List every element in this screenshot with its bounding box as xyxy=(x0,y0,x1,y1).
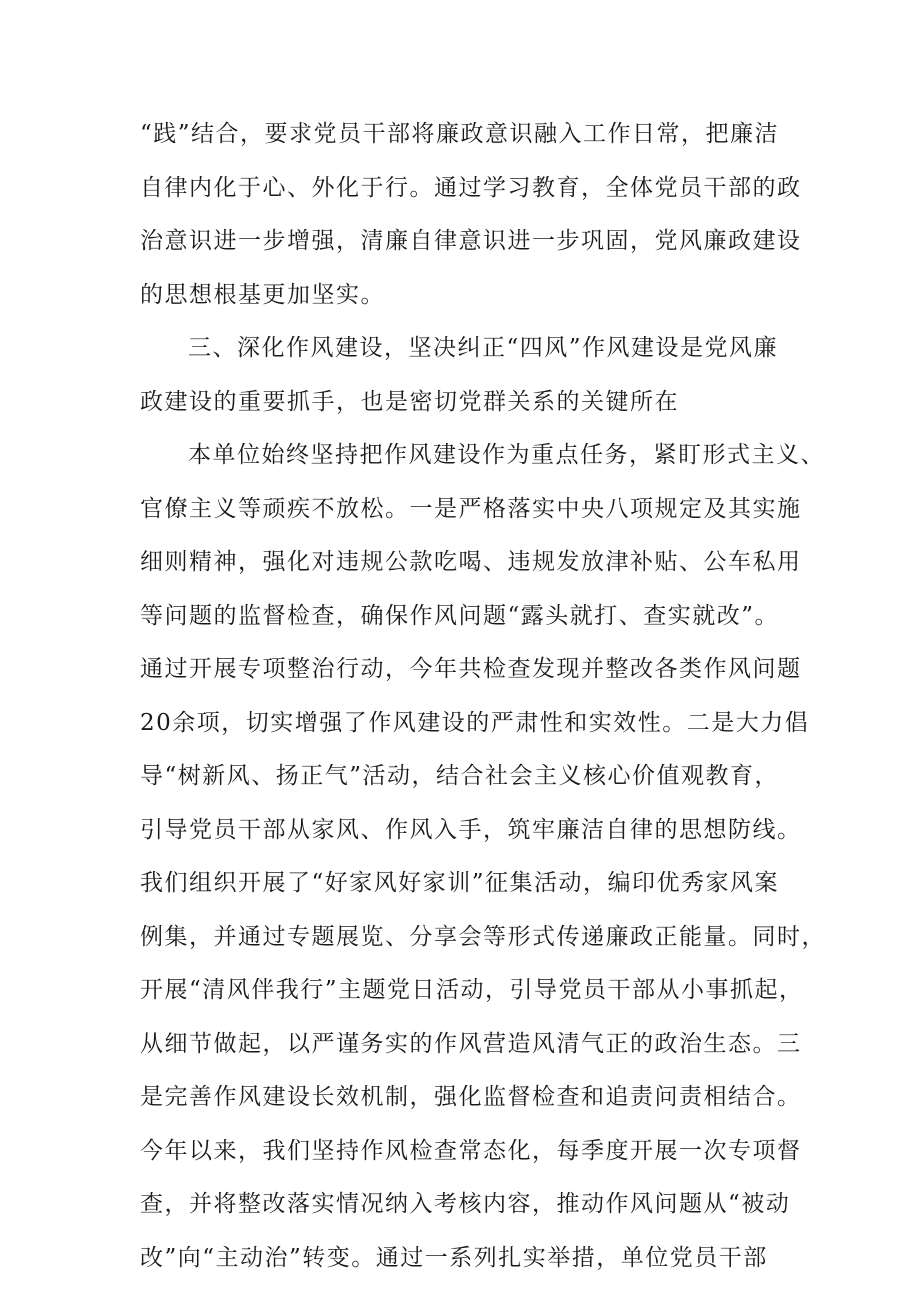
paragraph-body xyxy=(140,429,826,1285)
text-line: 本单位始终坚持把作风建设作为重点任务，紧盯形式主义、 xyxy=(188,442,825,468)
text-line: 等问题的监督检查，确保作风问题“露头就打、查实就改”。 xyxy=(140,602,780,629)
text-line: 细则精神，强化对违规公款吃喝、违规发放津补贴、公车私用 xyxy=(140,549,802,575)
text-line: 通过开展专项整治行动，今年共检查发现并整改各类作风问题 xyxy=(140,656,802,682)
text-line: 改”向“主动治”转变。通过一系列扎实举措，单位党员干部 xyxy=(140,1244,768,1271)
text-line: 导“树新风、扬正气”活动，结合社会主义核心价值观教育， xyxy=(140,763,780,789)
paragraph-continuation xyxy=(140,108,800,322)
text-line: 是完善作风建设长效机制，强化监督检查和追责问责相结合。 xyxy=(140,1084,802,1110)
text-line: 例集，并通过专题展览、分享会等形式传递廉政正能量。同时， xyxy=(140,923,826,950)
text-line: 开展“清风伴我行”主题党日活动，引导党员干部从小事抓起， xyxy=(140,977,804,1003)
text-line: 从细节做起，以严谨务实的作风营造风清气正的政治生态。三 xyxy=(140,1030,802,1057)
text-line: 今年以来，我们坚持作风检查常态化，每季度开展一次专项督 xyxy=(140,1137,802,1164)
document-body xyxy=(140,108,826,1285)
text-line: 查，并将整改落实情况纳入考核内容，推动作风问题从“被动 xyxy=(140,1191,791,1217)
text-line: 引导党员干部从家风、作风入手，筑牢廉洁自律的思想防线。 xyxy=(140,816,802,843)
heading-line: 政建设的重要抓手，也是密切党群关系的关键所在 xyxy=(140,388,679,415)
text-line: 20余项，切实增强了作风建设的严肃性和实效性。二是大力倡 xyxy=(140,709,810,736)
text-line: “践”结合，要求党员干部将廉政意识融入工作日常，把廉洁 xyxy=(140,121,780,147)
heading-line: 三、深化作风建设，坚决纠正“四风”作风建设是党风廉 xyxy=(188,335,779,361)
text-line: 的思想根基更加坚实。 xyxy=(140,281,385,308)
text-line: 我们组织开展了“好家风好家训”征集活动，编印优秀家风案 xyxy=(140,870,780,896)
section-heading xyxy=(140,322,800,429)
text-line: 治意识进一步增强，清廉自律意识进一步巩固，党风廉政建设 xyxy=(140,228,802,254)
text-line: 自律内化于心、外化于行。通过学习教育，全体党员干部的政 xyxy=(140,174,802,201)
text-line: 官僚主义等顽疾不放松。一是严格落实中央八项规定及其实施 xyxy=(140,495,802,522)
